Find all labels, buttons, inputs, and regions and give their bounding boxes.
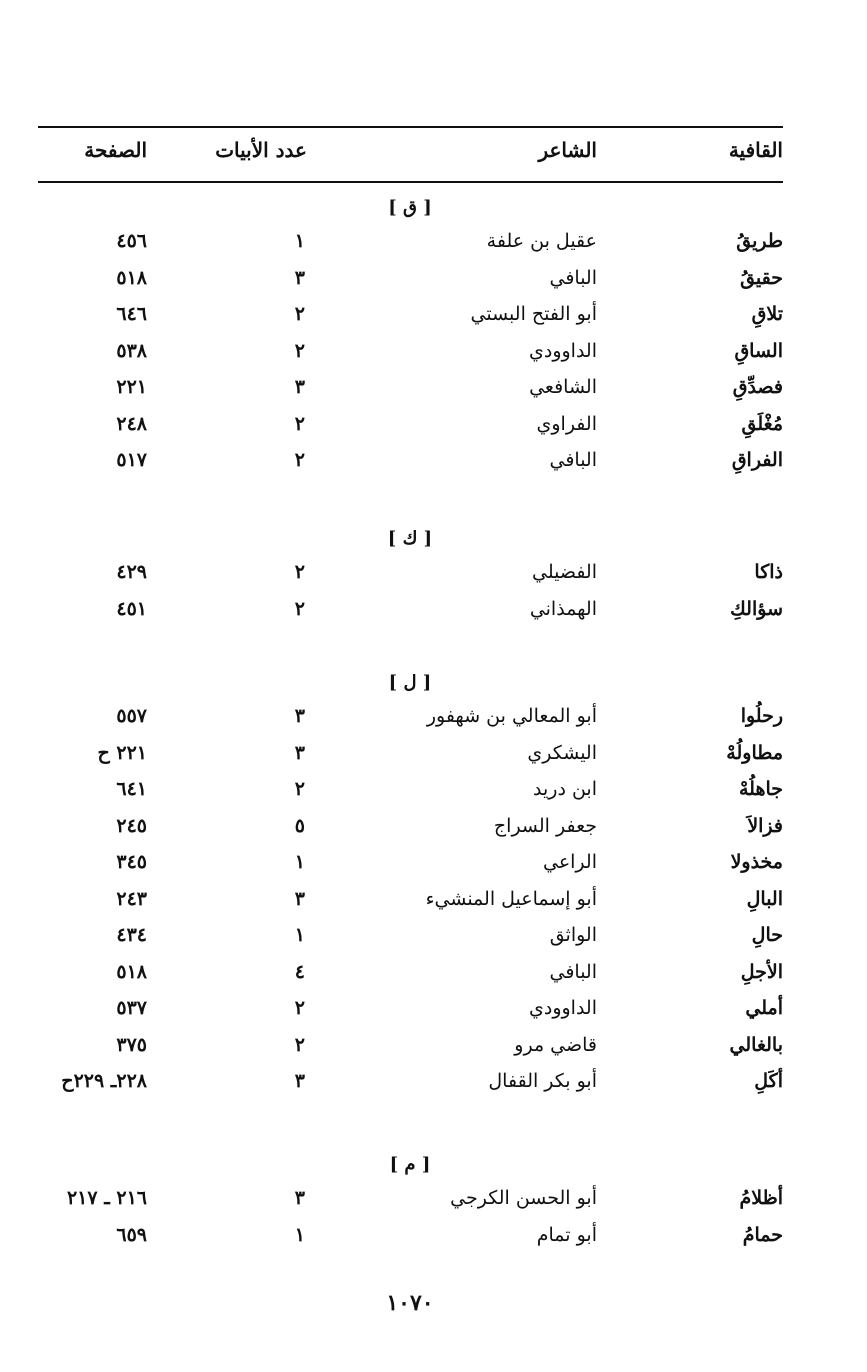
rhyme-cell: مطاولُهْ (726, 741, 783, 764)
verse-count-cell: ٢ (294, 303, 305, 325)
poet-cell: أبو إسماعيل المنشيء (425, 887, 597, 910)
page-cell: ٢٢٨ـ ٢٢٩ح (61, 1070, 147, 1092)
poet-cell: الهمذاني (529, 597, 597, 620)
page-cell: ٦٤٦ (116, 303, 147, 325)
page-cell: ٢٤٨ (116, 412, 147, 435)
rhyme-cell: حالِ (751, 924, 783, 946)
verse-count-cell: ١ (294, 924, 305, 946)
table-row (0, 924, 867, 960)
header-page: الصفحة (84, 138, 147, 162)
rhyme-cell: طريقُ (736, 230, 783, 252)
poet-cell: الفضيلي (531, 561, 597, 583)
verse-count-cell: ٢ (294, 412, 305, 435)
page-cell: ٢٤٣ (116, 887, 147, 910)
page-cell: ٢٤٥ (116, 814, 147, 837)
rhyme-cell: أظلامُ (739, 1187, 783, 1209)
rhyme-cell: بالغالي (729, 1033, 783, 1056)
poet-cell: الداوودي (528, 339, 597, 362)
poet-cell: الراعي (542, 851, 597, 873)
section-letter: [ ك ] (387, 528, 433, 549)
verse-count-cell: ٤ (294, 960, 305, 983)
rhyme-cell: الأجلِ (740, 960, 783, 983)
verse-count-cell: ٣ (294, 266, 305, 289)
rhyme-cell: رحلُوا (740, 705, 783, 727)
rhyme-cell: البالِ (746, 887, 783, 910)
section-letter: [ ق ] (388, 197, 432, 218)
page-cell: ٥٥٧ (116, 705, 147, 727)
page-cell: ٥١٧ (116, 449, 147, 471)
header-rule (38, 181, 783, 183)
verse-count-cell: ٣ (294, 1187, 305, 1209)
table-row (0, 778, 867, 814)
header-rhyme: القافية (728, 138, 783, 162)
page-cell: ٢٢١ ح (97, 741, 147, 764)
rhyme-cell: جاهلُهْ (738, 778, 783, 800)
table-row (0, 1224, 867, 1260)
table-row (0, 413, 867, 449)
poet-cell: أبو تمام (536, 1223, 597, 1246)
page-cell: ٥١٨ (116, 266, 147, 289)
table-row (0, 997, 867, 1033)
verse-count-cell: ٢ (294, 1033, 305, 1056)
verse-count-cell: ٢ (294, 997, 305, 1019)
rhyme-cell: فصدِّقِ (732, 376, 783, 398)
section-letter: [ ل ] (388, 672, 432, 693)
table-row (0, 1187, 867, 1223)
table-row (0, 598, 867, 634)
page-cell: ٤٥١ (116, 597, 147, 620)
verse-count-cell: ٢ (294, 778, 305, 800)
rhyme-cell: تلاقِ (751, 303, 783, 325)
table-row (0, 961, 867, 997)
page-cell: ٣٧٥ (116, 1033, 147, 1056)
poet-cell: البافي (549, 266, 597, 289)
table-row (0, 267, 867, 303)
table-row (0, 561, 867, 597)
verse-count-cell: ٢ (294, 597, 305, 620)
rhyme-cell: سؤالكِ (730, 597, 783, 620)
page-cell: ٤٥٦ (116, 230, 147, 252)
poet-cell: الفراوي (536, 412, 597, 435)
table-row (0, 742, 867, 778)
table-row (0, 705, 867, 741)
rhyme-cell: حمامُ (742, 1223, 783, 1246)
table-row (0, 449, 867, 485)
page-cell: ٥١٨ (116, 960, 147, 983)
table-row (0, 815, 867, 851)
table-row (0, 303, 867, 339)
verse-count-cell: ١ (294, 1223, 305, 1246)
verse-count-cell: ٢ (294, 561, 305, 583)
table-row (0, 230, 867, 266)
poet-cell: الشافعي (529, 376, 597, 398)
poet-cell: جعفر السراج (493, 814, 597, 837)
rhyme-cell: الفراقِ (731, 449, 783, 471)
header-verse-count: عدد الأبيات (215, 138, 307, 162)
verse-count-cell: ٥ (294, 814, 305, 837)
rhyme-cell: أملي (745, 997, 783, 1019)
page-cell: ٥٣٧ (116, 997, 147, 1019)
verse-count-cell: ٣ (294, 887, 305, 910)
poet-cell: قاضي مرو (514, 1033, 597, 1056)
rhyme-cell: مخذولا (730, 851, 783, 873)
poet-cell: أبو بكر القفال (488, 1070, 597, 1092)
rhyme-cell: حقيقُ (740, 266, 783, 289)
page-cell: ٥٣٨ (116, 339, 147, 362)
poet-cell: اليشكري (527, 741, 597, 764)
page-cell: ٦٤١ (116, 778, 147, 800)
table-row (0, 1070, 867, 1106)
poet-cell: الواثق (549, 924, 597, 946)
table-row (0, 888, 867, 924)
verse-count-cell: ٣ (294, 1070, 305, 1092)
verse-count-cell: ٣ (294, 376, 305, 398)
page-cell: ٢٢١ (116, 376, 147, 398)
poet-cell: البافي (549, 960, 597, 983)
rhyme-cell: أكَلِ (754, 1070, 783, 1092)
verse-count-cell: ٢ (294, 449, 305, 471)
rhyme-cell: فزالاَ (747, 814, 783, 837)
poet-cell: الداوودي (528, 997, 597, 1019)
page-cell: ٤٢٩ (116, 561, 147, 583)
section-letter: [ م ] (389, 1154, 431, 1175)
verse-count-cell: ١ (294, 851, 305, 873)
rhyme-cell: ذاكا (754, 561, 783, 583)
table-row (0, 851, 867, 887)
table-row (0, 340, 867, 376)
table-row (0, 376, 867, 412)
poet-cell: أبو المعالي بن شهفور (426, 705, 597, 727)
verse-count-cell: ٢ (294, 339, 305, 362)
header-poet: الشاعر (538, 138, 597, 162)
page-cell: ٦٥٩ (116, 1223, 147, 1246)
rhyme-cell: الساقِ (734, 339, 783, 362)
poet-cell: أبو الفتح البستي (470, 303, 597, 325)
poet-cell: البافي (549, 449, 597, 471)
page-number: ١٠٧٠ (386, 1290, 434, 1316)
rhyme-cell: مُغْلَقِ (741, 412, 783, 435)
poet-cell: ابن دريد (533, 778, 597, 800)
poet-cell: أبو الحسن الكرجي (450, 1187, 597, 1209)
verse-count-cell: ١ (294, 230, 305, 252)
verse-count-cell: ٣ (294, 741, 305, 764)
verse-count-cell: ٣ (294, 705, 305, 727)
poet-cell: عقيل بن علفة (486, 230, 597, 252)
page-cell: ٤٣٤ (116, 924, 147, 946)
page-cell: ٣٤٥ (116, 851, 147, 873)
table-row (0, 1034, 867, 1070)
top-rule (38, 126, 783, 128)
page-cell: ٢١٦ ـ ٢١٧ (66, 1187, 147, 1209)
